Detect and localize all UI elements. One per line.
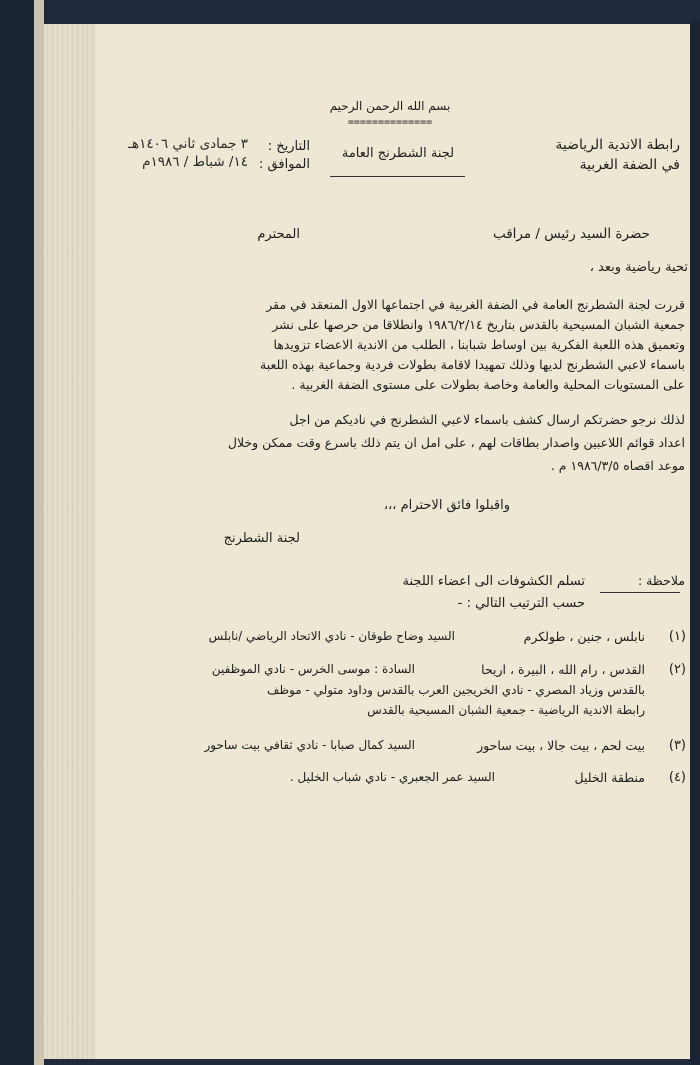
- note-line-1: تسلم الكشوفات الى اعضاء اللجنة: [402, 574, 585, 589]
- list-item-number: (١): [668, 629, 686, 644]
- paragraph-1-line: على المستويات المحلية والعامة وخاصة بطولات على مستوى الضفة الغربية .: [291, 377, 685, 392]
- list-item-region: منطقة الخليل: [574, 770, 645, 785]
- paragraph-1-line: باسماء لاعبي الشطرنج لديها وذلك تمهيدا لاقامة بطولات فردية وجماعية بهذه اللعبة: [260, 357, 685, 372]
- basmala-divider: ==============: [347, 117, 433, 128]
- paragraph-2-line: لذلك نرجو حضرتكم ارسال كشف باسماء لاعبي الشطرنج في ناديكم من اجل: [289, 412, 685, 427]
- list-item-number: (٢): [668, 662, 686, 677]
- note-label: ملاحظة :: [637, 573, 685, 588]
- corresponding-label: الموافق :: [259, 157, 310, 172]
- addressee: حضرة السيد رئيس / مراقب: [492, 226, 650, 242]
- honorific: المحترم: [257, 227, 300, 242]
- list-item-contact: السيد عمر الجعبري - نادي شباب الخليل .: [289, 770, 495, 784]
- basmala: بسم الله الرحمن الرحيم: [329, 99, 451, 113]
- committee-name: لجنة الشطرنج العامة: [341, 146, 455, 161]
- list-item-continuation: بالقدس وزياد المصري - نادي الخريجين العرب بالقدس وداود متولي - موظف: [267, 683, 645, 697]
- date-gregorian: ١٤/ شباط / ١٩٨٦م: [142, 154, 248, 170]
- committee-underline: [330, 176, 465, 177]
- date-hijri: ٣ جمادى ثاني ١٤٠٦هـ: [128, 136, 248, 152]
- signature: لجنة الشطرنج: [223, 531, 300, 546]
- list-item-region: نابلس ، جنين ، طولكرم: [523, 629, 645, 644]
- list-item-contact: السادة : موسى الخرس - نادي الموظفين: [211, 662, 415, 676]
- paragraph-2-line: موعد اقصاه ١٩٨٦/٣/٥ م .: [550, 458, 685, 473]
- org-region: في الضفة الغربية: [579, 157, 680, 173]
- list-item-contact: السيد كمال صبابا - نادي ثقافي بيت ساحور: [204, 738, 415, 752]
- paragraph-1-line: جمعية الشبان المسيحية بالقدس بتاريخ ١٩٨٦/٢/١٤ وانطلاقا من حرصها على نشر: [272, 317, 685, 332]
- closing: واقبلوا فائق الاحترام ،،،: [383, 498, 510, 513]
- paragraph-2-line: اعداد قوائم اللاعبين واصدار بطاقات لهم ، على امل ان يتم ذلك باسرع وقت ممكن وخلال: [227, 435, 685, 450]
- list-item-region: بيت لحم ، بيت جالا ، بيت ساحور: [477, 738, 645, 753]
- list-item-continuation: رابطة الاندية الرياضية - جمعية الشبان المسيحية بالقدس: [367, 703, 645, 717]
- list-item-number: (٤): [668, 770, 686, 785]
- greeting: تحية رياضية وبعد ،: [589, 260, 688, 275]
- list-item-number: (٣): [668, 738, 686, 753]
- list-item-region: القدس ، رام الله ، البيرة ، اريحا: [481, 662, 645, 677]
- date-label: التاريخ :: [267, 139, 310, 154]
- list-item-contact: السيد وضاح طوقان - نادي الاتحاد الرياضي /نابلس: [208, 629, 455, 643]
- paragraph-1-line: وتعميق هذه اللعبة الفكرية بين اوساط شبابنا ، الطلب من الاندية الاعضاء تزويدها: [273, 337, 685, 352]
- paragraph-1-line: قررت لجنة الشطرنج العامة في الضفة الغربية في اجتماعها الاول المنعقد في مقر: [266, 297, 685, 312]
- org-name: رابطة الاندية الرياضية: [555, 137, 680, 153]
- note-line-2: حسب الترتيب التالي : -: [457, 596, 585, 611]
- note-underline: [600, 592, 680, 593]
